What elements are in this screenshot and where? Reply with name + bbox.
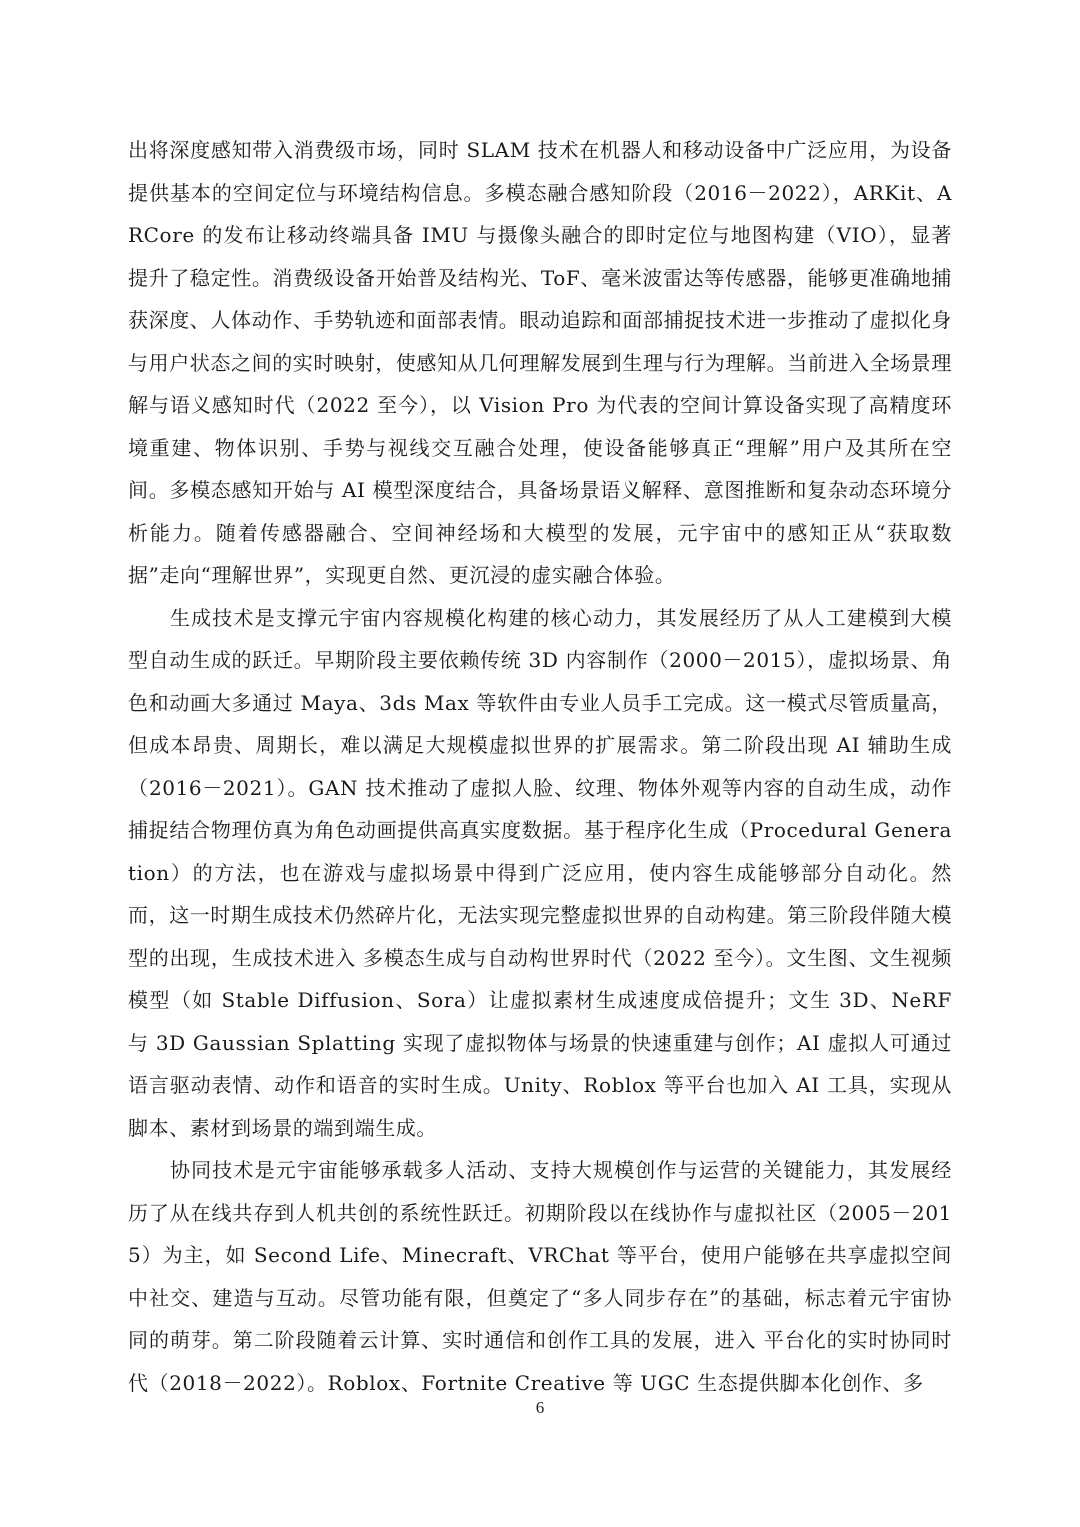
paragraph-perception-continued: 出将深度感知带入消费级市场，同时 SLAM 技术在机器人和移动设备中广泛应用，为设备提供基本的空间定位与环境结构信息。多模态融合感知阶段（2016－2022），ARKit、ARCore 的发布让移动终端具备 IMU 与摄像头融合的即时定位与地图构建（VIO），显著提升了稳定性。消费级设备开始普及结构光、ToF、毫米波雷达等传感器，能够更准确地捕获深度、人体动作、手势轨迹和面部表情。眼动追踪和面部捕捉技术进一步推动了虚拟化身与用户状态之间的实时映射，使感知从几何理解发展到生理与行为理解。当前进入全场景理解与语义感知时代（2022 至今），以 Vision Pro 为代表的空间计算设备实现了高精度环境重建、物体识别、手势与视线交互融合处理，使设备能够真正“理解”用户及其所在空间。多模态感知开始与 AI 模型深度结合，具备场景语义解释、意图推断和复杂动态环境分析能力。随着传感器融合、空间神经场和大模型的发展，元宇宙中的感知正从“获取数据”走向“理解世界”，实现更自然、更沉浸的虚实融合体验。 — [128, 138, 952, 587]
body-text — [128, 129, 952, 1404]
paragraph-collaboration-technology: 协同技术是元宇宙能够承载多人活动、支持大规模创作与运营的关键能力，其发展经历了从在线共存到人机共创的系统性跃迁。初期阶段以在线协作与虚拟社区（2005－2015）为主，如 Second Life、Minecraft、VRChat 等平台，使用户能够在共享虚拟空间中社交、建造与互动。尽管功能有限，但奠定了“多人同步存在”的基础，标志着元宇宙协同的萌芽。第二阶段随着云计算、实时通信和创作工具的发展，进入 平台化的实时协同时代（2018－2022）。Roblox、Fortnite Creative 等 UGC 生态提供脚本化创作、多 — [128, 1158, 952, 1395]
paragraph-generation-technology: 生成技术是支撑元宇宙内容规模化构建的核心动力，其发展经历了从人工建模到大模型自动生成的跃迁。早期阶段主要依赖传统 3D 内容制作（2000－2015），虚拟场景、角色和动画大多通过 Maya、3ds Max 等软件由专业人员手工完成。这一模式尽管质量高，但成本昂贵、周期长，难以满足大规模虚拟世界的扩展需求。第二阶段出现 AI 辅助生成（2016－2021）。GAN 技术推动了虚拟人脸、纹理、物体外观等内容的自动生成，动作捕捉结合物理仿真为角色动画提供高真实度数据。基于程序化生成（Procedural Generation）的方法，也在游戏与虚拟场景中得到广泛应用，使内容生成能够部分自动化。然而，这一时期生成技术仍然碎片化，无法实现完整虚拟世界的自动构建。第三阶段伴随大模型的出现，生成技术进入 多模态生成与自动构世界时代（2022 至今）。文生图、文生视频模型（如 Stable Diffusion、Sora）让虚拟素材生成速度成倍提升；文生 3D、NeRF 与 3D Gaussian Splatting 实现了虚拟物体与场景的快速重建与创作；AI 虚拟人可通过语言驱动表情、动作和语音的实时生成。Unity、Roblox 等平台也加入 AI 工具，实现从脚本、素材到场景的端到端生成。 — [128, 605, 952, 1140]
page-number: 6 — [535, 1398, 545, 1417]
